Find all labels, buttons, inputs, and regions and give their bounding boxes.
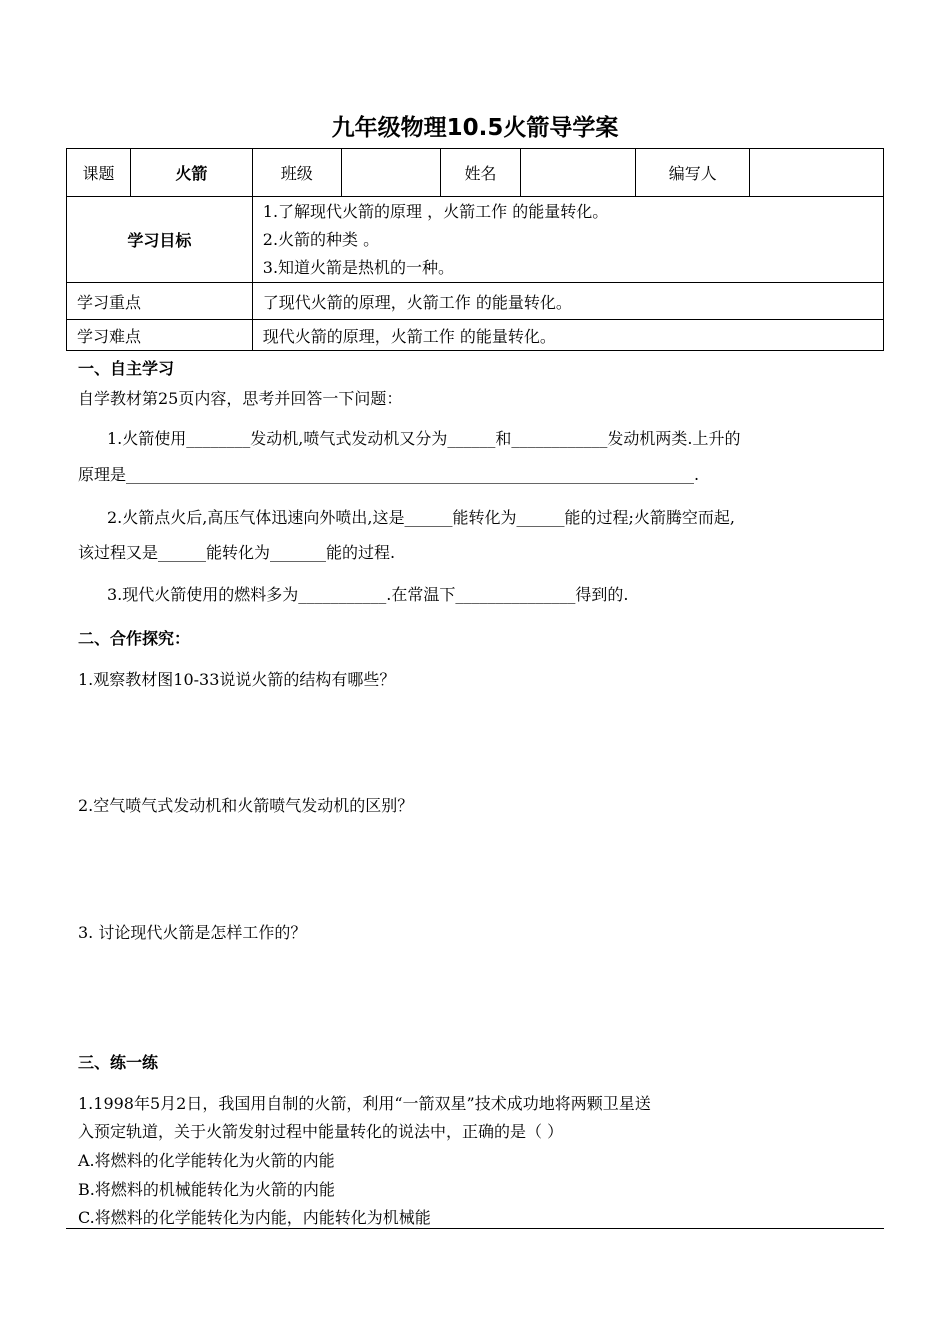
option-b: B.将燃料的机械能转化为火箭的内能	[78, 1180, 335, 1199]
goal-item: 3.知道火箭是热机的一种。	[262, 257, 455, 277]
question-text: 入预定轨道，关于火箭发射过程中能量转化的说法中，正确的是（ ）	[78, 1122, 564, 1141]
question-text: 2.空气喷气式发动机和火箭喷气发动机的区别？	[78, 796, 414, 815]
info-row-difficulty	[67, 320, 884, 351]
section-heading: 三、练一练	[78, 1053, 159, 1072]
info-row-goals	[67, 197, 884, 283]
question-text: 1.火箭使用________发动机,喷气式发动机又分为______和____________发动机两类.上升的	[107, 429, 741, 448]
question-text: 2.火箭点火后,高压气体迅速向外喷出,这是______能转化为______能的过程;火箭腾空而起,	[107, 508, 735, 527]
goals-label: 学习目标	[67, 197, 253, 283]
question-text: 1.观察教材图10-33说说火箭的结构有哪些？	[78, 670, 396, 689]
author-value[interactable]	[750, 149, 884, 197]
page-title: 九年级物理10.5火箭导学案	[331, 115, 619, 141]
bottom-rule	[66, 1228, 884, 1229]
question-text: 3. 讨论现代火箭是怎样工作的？	[78, 923, 307, 942]
goals-cell	[252, 197, 883, 283]
section-heading: 二、合作探究：	[78, 629, 191, 648]
question-text: 原理是_______________________________________________________________________.	[78, 465, 700, 484]
option-a: A.将燃料的化学能转化为火箭的内能	[78, 1151, 335, 1170]
goal-item: 2.火箭的种类 。	[262, 229, 380, 249]
topic-label: 课题	[67, 149, 131, 197]
author-label: 编写人	[636, 149, 750, 197]
key-value: 了现代火箭的原理，火箭工作 的能量转化。	[252, 283, 883, 320]
class-value[interactable]	[341, 149, 440, 197]
option-c: C.将燃料的化学能转化为内能，内能转化为机械能	[78, 1208, 431, 1227]
difficulty-label: 学习难点	[67, 320, 253, 351]
question-text: 3.现代火箭使用的燃料多为___________.在常温下_______________得到的.	[107, 585, 629, 604]
intro-text: 自学教材第25页内容，思考并回答一下问题：	[78, 389, 403, 408]
topic-value: 火箭	[130, 149, 252, 197]
info-row-header	[67, 149, 884, 197]
info-table	[66, 148, 884, 351]
question-text: 该过程又是______能转化为_______能的过程.	[78, 543, 396, 562]
name-value[interactable]	[521, 149, 636, 197]
question-text: 1.1998年5月2日，我国用自制的火箭，利用“一箭双星”技术成功地将两颗卫星送	[78, 1094, 651, 1113]
name-label: 姓名	[440, 149, 521, 197]
section-heading: 一、自主学习	[78, 359, 175, 378]
goal-item: 1.了解现代火箭的原理 ，火箭工作 的能量转化。	[262, 201, 609, 221]
info-row-key	[67, 283, 884, 320]
difficulty-value: 现代火箭的原理，火箭工作 的能量转化。	[252, 320, 883, 351]
class-label: 班级	[252, 149, 341, 197]
key-label: 学习重点	[67, 283, 253, 320]
